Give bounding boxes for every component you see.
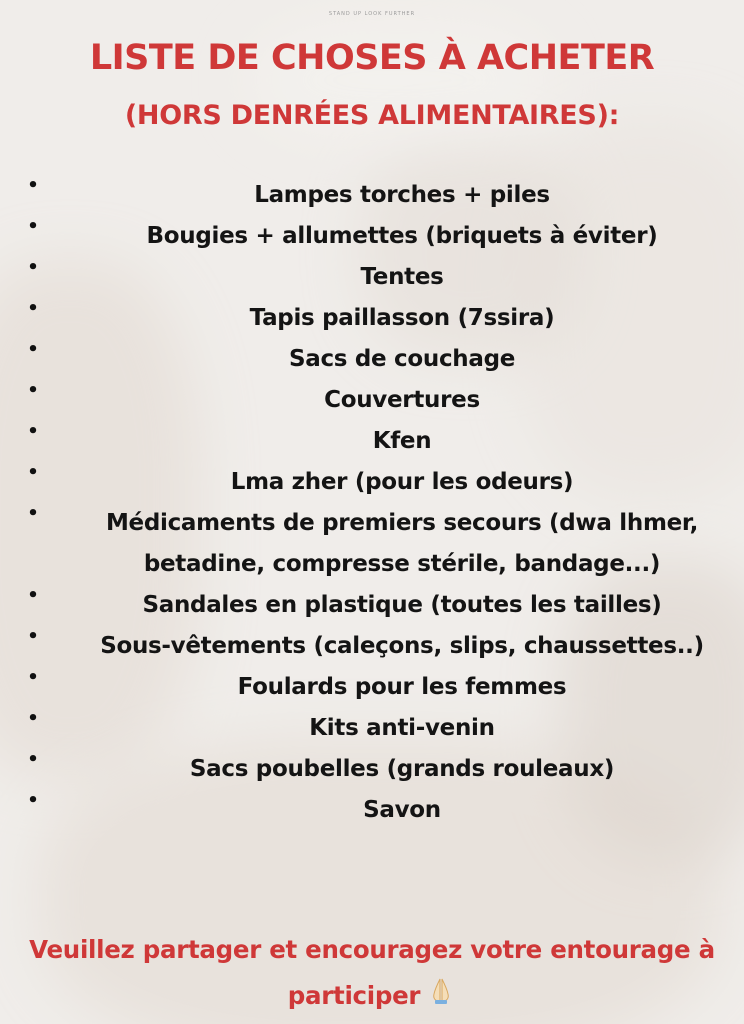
page-subtitle: (HORS DENRÉES ALIMENTAIRES): xyxy=(124,100,620,131)
list-item xyxy=(0,298,744,339)
bullet-icon: • xyxy=(27,790,39,811)
list-item-text: Lampes torches + piles xyxy=(254,182,550,208)
bullet-icon: • xyxy=(27,339,39,360)
list-item xyxy=(0,667,744,708)
list-item-text: Tentes xyxy=(360,264,444,290)
bullet-icon: • xyxy=(27,708,39,729)
bullet-icon: • xyxy=(27,257,39,278)
list-item-text: Couvertures xyxy=(324,387,480,413)
list-item xyxy=(0,380,744,421)
logo-tagline: STAND UP LOOK FURTHER xyxy=(328,11,416,17)
list-item xyxy=(0,339,744,380)
bullet-icon: • xyxy=(27,298,39,319)
share-call-to-action xyxy=(0,927,744,1020)
list-item-text: Kfen xyxy=(372,428,432,454)
footer-text: Veuillez partager et encouragez votre entourage à participer xyxy=(29,935,715,1010)
list-item-text: Médicaments de premiers secours (dwa lhmer, betadine, compresse stérile, bandage...) xyxy=(105,510,699,577)
bullet-icon: • xyxy=(27,749,39,770)
list-item xyxy=(0,749,744,790)
bullet-icon: • xyxy=(27,216,39,237)
list-item xyxy=(0,790,744,831)
bullet-icon: • xyxy=(27,462,39,483)
list-item-text: Savon xyxy=(363,797,441,823)
praying-hands-icon xyxy=(426,974,456,1020)
list-item xyxy=(0,462,744,503)
bullet-icon: • xyxy=(27,380,39,401)
list-item xyxy=(0,421,744,462)
page-title: LISTE DE CHOSES À ACHETER xyxy=(89,38,655,78)
shopping-list xyxy=(0,175,744,831)
list-item-text: Sous-vêtements (caleçons, slips, chaussettes..) xyxy=(100,633,704,659)
bullet-icon: • xyxy=(27,585,39,606)
list-item xyxy=(0,585,744,626)
list-item-text: Sacs poubelles (grands rouleaux) xyxy=(189,756,615,782)
list-item-text: Tapis paillasson (7ssira) xyxy=(249,305,555,331)
list-item xyxy=(0,216,744,257)
list-item xyxy=(0,257,744,298)
brand-logo xyxy=(0,0,744,19)
bullet-icon: • xyxy=(27,503,39,524)
list-item-text: Lma zher (pour les odeurs) xyxy=(230,469,574,495)
list-item xyxy=(0,503,744,585)
list-item-text: Sandales en plastique (toutes les tailles) xyxy=(142,592,662,618)
bullet-icon: • xyxy=(27,421,39,442)
list-item xyxy=(0,626,744,667)
bullet-icon: • xyxy=(27,175,39,196)
bullet-icon: • xyxy=(27,667,39,688)
bullet-icon: • xyxy=(27,626,39,647)
list-item xyxy=(0,708,744,749)
list-item-text: Kits anti-venin xyxy=(309,715,495,741)
list-item-text: Bougies + allumettes (briquets à éviter) xyxy=(146,223,658,249)
list-item xyxy=(0,175,744,216)
list-item-text: Sacs de couchage xyxy=(288,346,516,372)
list-item-text: Foulards pour les femmes xyxy=(237,674,567,700)
